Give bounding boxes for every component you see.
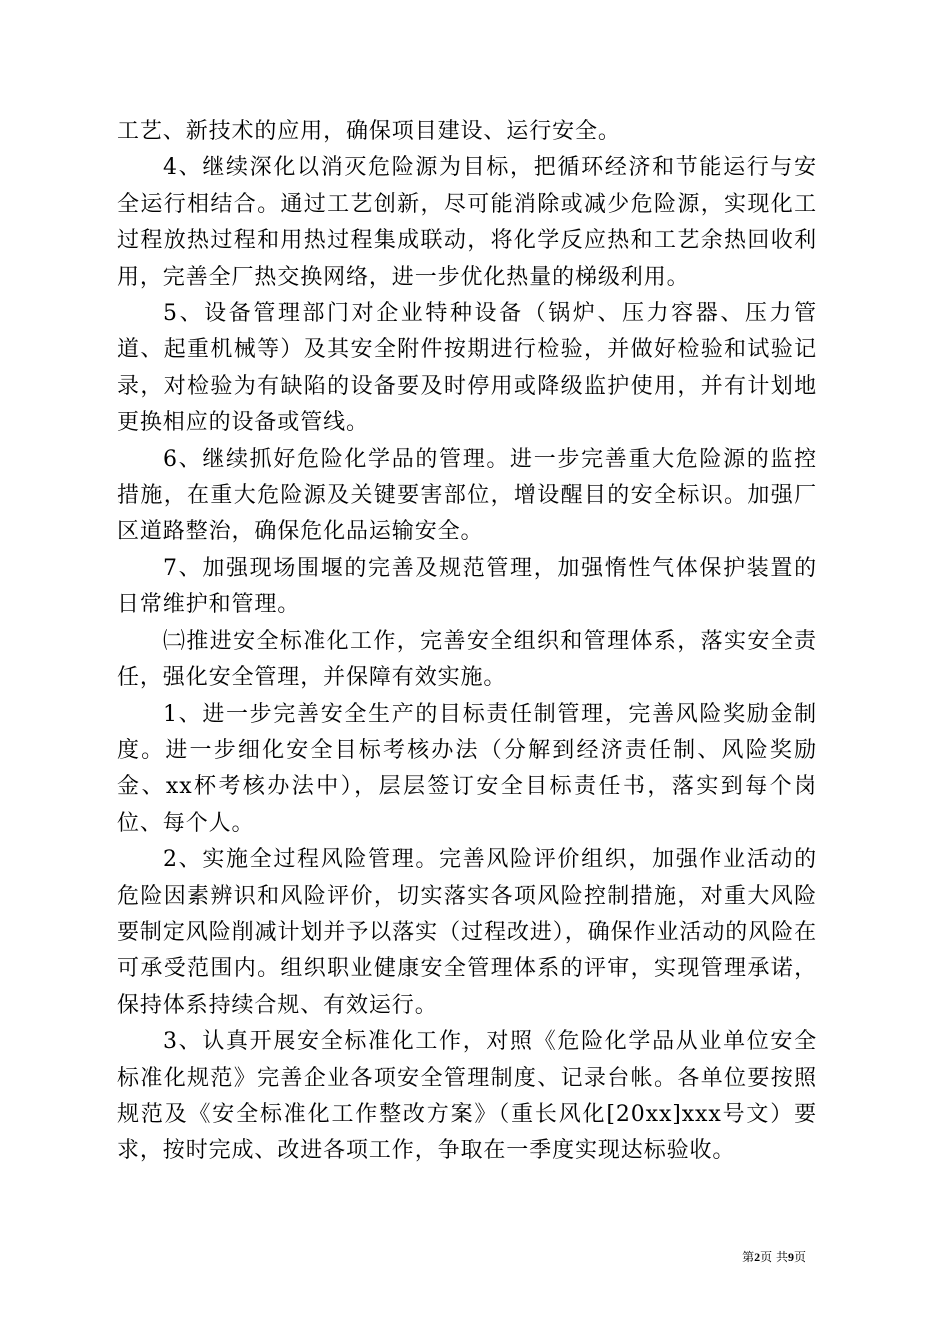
page-number-footer <box>742 1249 806 1265</box>
section-heading-2: ㈡推进安全标准化工作，完善安全组织和管理体系，落实安全责任，强化安全管理，并保障有效实施。 <box>117 628 817 691</box>
paragraph-item-6: 6、继续抓好危险化学品的管理。进一步完善重大危险源的监控措施，在重大危险源及关键要害部位，增设醒目的安全标识。加强厂区道路整治，确保危化品运输安全。 <box>117 446 817 545</box>
footer-middle: 页 共 <box>760 1250 788 1264</box>
paragraph-item-5: 5、设备管理部门对企业特种设备（锅炉、压力容器、压力管道、起重机械等）及其安全附件按期进行检验，并做好检验和试验记录，对检验为有缺陷的设备要及时停用或降级监护使用，并有计划地更换相应的设备或管线。 <box>117 301 817 436</box>
paragraph-continuation: 工艺、新技术的应用，确保项目建设、运行安全。 <box>117 119 621 144</box>
paragraph-item-4: 4、继续深化以消灭危险源为目标，把循环经济和节能运行与安全运行相结合。通过工艺创新，尽可能消除或减少危险源，实现化工过程放热过程和用热过程集成联动，将化学反应热和工艺余热回收利用，完善全厂热交换网络，进一步优化热量的梯级利用。 <box>117 155 817 290</box>
paragraph-item-3: 3、认真开展安全标准化工作，对照《危险化学品从业单位安全标准化规范》完善企业各项安全管理制度、记录台帐。各单位要按照规范及《安全标准化工作整改方案》（重长风化[20xx]xxx号文）要求，按时完成、改进各项工作，争取在一季度实现达标验收。 <box>117 1029 817 1164</box>
paragraph-item-2: 2、实施全过程风险管理。完善风险评价组织，加强作业活动的危险因素辨识和风险评价，切实落实各项风险控制措施，对重大风险要制定风险削减计划并予以落实（过程改进），确保作业活动的风险在可承受范围内。组织职业健康安全管理体系的评审，实现管理承诺，保持体系持续合规、有效运行。 <box>117 847 817 1018</box>
document-body <box>117 114 817 1170</box>
current-page-number: 2 <box>754 1250 761 1264</box>
total-pages-number: 9 <box>787 1250 794 1264</box>
footer-prefix: 第 <box>742 1250 755 1264</box>
footer-suffix: 页 <box>793 1250 806 1264</box>
paragraph-item-1: 1、进一步完善安全生产的目标责任制管理，完善风险奖励金制度。进一步细化安全目标考核办法（分解到经济责任制、风险奖励金、xx杯考核办法中），层层签订安全目标责任书，落实到每个岗位、每个人。 <box>117 701 817 836</box>
paragraph-item-7: 7、加强现场围堰的完善及规范管理，加强惰性气体保护装置的日常维护和管理。 <box>117 555 817 618</box>
